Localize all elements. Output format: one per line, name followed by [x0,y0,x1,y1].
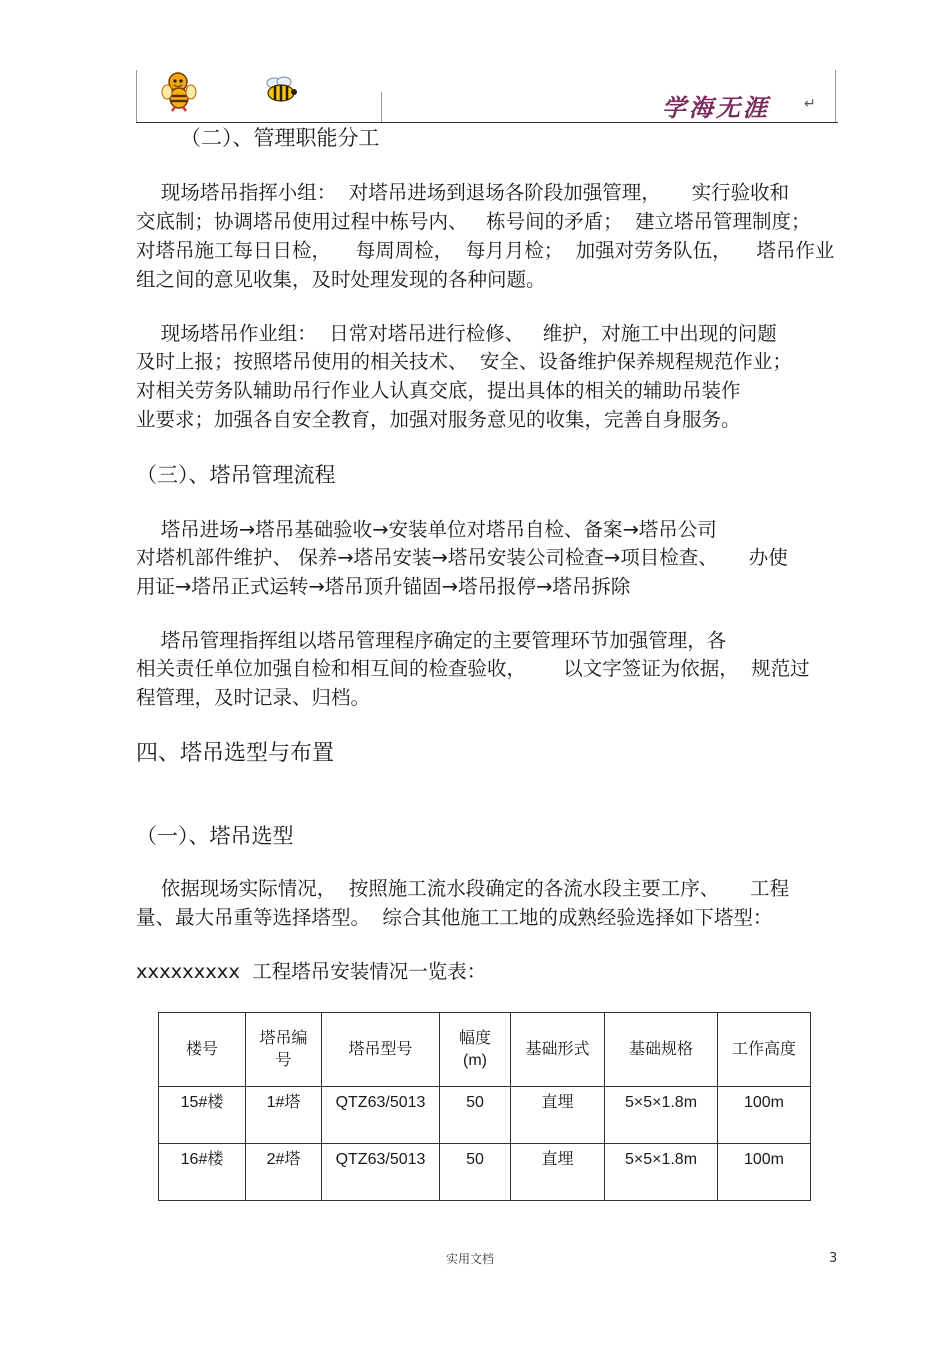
header-cell: 基础规格 [605,1013,718,1087]
header-cell: 工作高度 [718,1013,811,1087]
paragraph-line: 对塔吊施工每日日检， 每周周检， 每月月检； 加强对劳务队伍， 塔吊作业 [136,239,835,262]
paragraph-line: 及时上报；按照塔吊使用的相关技术、 安全、设备维护保养规程规范作业； [136,350,792,373]
table-header-row [159,1013,811,1087]
header-cell: 楼号 [159,1013,246,1087]
header-cell: 基础形式 [511,1013,605,1087]
table-cell: 100m [718,1087,811,1144]
table-cell: 直埋 [511,1144,605,1201]
paragraph-line: 业要求；加强各自安全教育，加强对服务意见的收集，完善自身服务。 [136,408,741,431]
paragraph-line: 对塔机部件维护、 保养→塔吊安装→塔吊安装公司检查→项目检查、 办使 [136,546,788,569]
table-cell: 5×5×1.8m [605,1144,718,1201]
table-cell: 50 [440,1144,511,1201]
table-cell: 5×5×1.8m [605,1087,718,1144]
paragraph-line: 现场塔吊指挥小组： 对塔吊进场到退场各阶段加强管理， 实行验收和 [136,181,790,204]
table-cell: QTZ63/5013 [322,1144,440,1201]
bee-icon [262,76,300,108]
paragraph-line: 组之间的意见收集，及时处理发现的各种问题。 [136,268,546,291]
table-caption: xxxxxxxxx 工程塔吊安装情况一览表： [136,960,487,983]
table-row [159,1087,811,1144]
table-cell: 15#楼 [159,1087,246,1144]
table-cell: 16#楼 [159,1144,246,1201]
table-cell: 50 [440,1087,511,1144]
chapter-heading: 四、塔吊选型与布置 [136,741,335,766]
page-number: 3 [829,1251,838,1266]
paragraph-line: 相关责任单位加强自检和相互间的检查验收， 以文字签证为依据， 规范过 [136,657,810,680]
paragraph-line: 量、最大吊重等选择塔型。 综合其他施工工地的成熟经验选择如下塔型： [136,906,773,929]
paragraph-line: 用证→塔吊正式运转→塔吊顶升锚固→塔吊报停→塔吊拆除 [136,575,631,598]
paragraph-line: 现场塔吊作业组： 日常对塔吊进行检修、 维护，对施工中出现的问题 [136,322,777,345]
paragraph-line: 依据现场实际情况， 按照施工流水段确定的各流水段主要工序、 工程 [136,877,790,900]
header-cell: 塔吊编 号 [246,1013,322,1087]
section-heading: （三）、塔吊管理流程 [136,463,336,487]
return-mark: ↵ [804,96,816,112]
tower-crane-table [158,1012,811,1201]
header-cell: 塔吊型号 [322,1013,440,1087]
table-row [159,1144,811,1201]
header-cell: 幅度 (m) [440,1013,511,1087]
paragraph-line: 程管理，及时记录、归档。 [136,686,371,709]
table-cell: QTZ63/5013 [322,1087,440,1144]
footer-label: 实用文档 [446,1252,495,1266]
section-heading: （一）、塔吊选型 [136,824,294,848]
header-logo-text: 学海无涯 [662,93,770,122]
header-divider-left [136,70,137,122]
table-cell: 100m [718,1144,811,1201]
paragraph-line: 塔吊进场→塔吊基础验收→安装单位对塔吊自检、备案→塔吊公司 [136,518,717,541]
table-cell: 1#塔 [246,1087,322,1144]
bee-mascot-icon [158,70,200,116]
header-divider-right [835,70,836,122]
header-divider-mid [381,92,382,122]
table-cell: 2#塔 [246,1144,322,1201]
paragraph-line: 交底制；协调塔吊使用过程中栋号内、 栋号间的矛盾； 建立塔吊管理制度； [136,210,811,233]
paragraph-line: 对相关劳务队辅助吊行作业人认真交底，提出具体的相关的辅助吊装作 [136,379,741,402]
section-heading: （二）、管理职能分工 [180,126,380,150]
table-cell: 直埋 [511,1087,605,1144]
paragraph-line: 塔吊管理指挥组以塔吊管理程序确定的主要管理环节加强管理，各 [136,629,727,652]
